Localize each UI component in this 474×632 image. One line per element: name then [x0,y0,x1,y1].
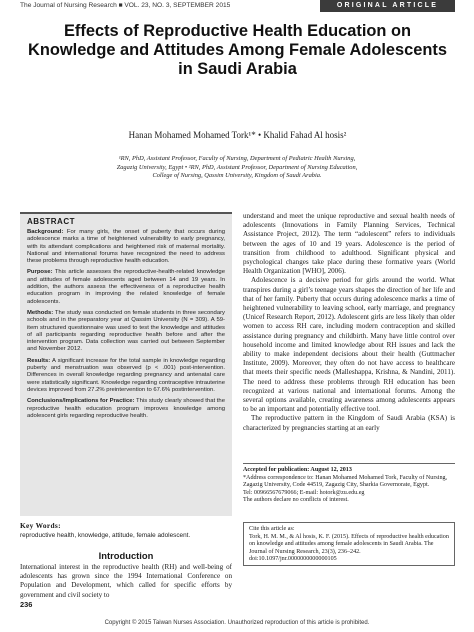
keywords-text: reproductive health, knowledge, attitude, female adolescent. [20,532,191,539]
abstract-results [27,358,225,394]
page-header [20,0,455,14]
citation-box [243,522,455,566]
section-label: Conclusions/Implications for Practice: [27,398,135,405]
abstract-heading: ABSTRACT [27,217,75,226]
article-type-label: ORIGINAL ARTICLE [320,0,455,12]
abstract-methods [27,310,225,354]
citation-text: Tork, H. M. M., & Al hosis, K. F. (2015). Effects of reproductive health education on knowledge and attitudes among female adolescents in Saudi Arabia. The Journal of Nursing Research, 23(3), 236–242. doi:10.1097/jnr.0000000000000105 [249,533,449,563]
accepted-date: Accepted for publication: August 12, 2013 [243,467,352,473]
citation-label: Cite this article as: [249,526,295,532]
section-text: A significant increase for the total sample in knowledge regarding puberty and menstruation was observed (p < .001) post-intervention. Differences in overall knowledge regarding pregnancy and antenatal care were statistically significant. Knowledge regarding contraceptive intrauterine devices improved from 27.2% preintervention to 67.6% postintervention. [27,357,226,393]
affiliation-line: College of Nursing, Qassim University, Kingdom of Saudi Arabia. [152,172,322,180]
journal-info: The Journal of Nursing Research ■ VOL. 23, NO. 3, SEPTEMBER 2015 [20,2,231,9]
page-number: 236 [20,600,33,609]
correspondence-contact: Tel: 00966567679066; E-mail: hotork@zu.edu.eg [243,489,365,496]
abstract-background [27,229,225,265]
body-paragraph: understand and meet the unique reproductive and sexual health needs of adolescents (Innovations in Family Planning Services, Technical Assistance Project, 2012). The term “adolescent” refers to individuals between the ages of 10 and 19 years. Adolescence is the period of transition from childhood to adulthood. Significant physical and psychological changes take place during these formative years (World Health Organization [WHO], 2006). [243,212,455,276]
affiliations [60,155,414,181]
author-list: Hanan Mohamed Mohamed Tork¹* • Khalid Fahad Al hosis² [128,130,347,140]
abstract-conclusions [27,398,225,420]
section-label: Methods: [27,309,54,316]
copyright-footer: Copyright © 2015 Taiwan Nurses Association. Unauthorized reproduction of this article is prohibited. [104,620,370,626]
section-label: Purpose: [27,269,53,276]
section-label: Results: [27,357,51,364]
section-text: For many girls, the onset of puberty that occurs during adolescence marks a time of heightened vulnerability to early pregnancy, with its attendant complications and heightened risk of maternal mortality. National and international forums have recognized the need to address these problems through reproductive health education. [27,229,225,265]
introduction-heading: Introduction [98,550,154,561]
section-label: Background: [27,229,64,235]
section-text: The study was conducted on female students in three secondary schools and in the preparatory year at Qassim University (N = 309). A 59-item structured questionnaire was used to test the knowledge and attitudes of all participants regarding reproductive health before and after the intervention program. Data collection was carried out between September and November 2012. [27,309,226,353]
article-title: Effects of Reproductive Health Education on Knowledge and Attitudes Among Female Adolescents in Saudi Arabia [28,22,447,78]
correspondence-address: *Address correspondence to: Hanan Mohamed Mohamed Tork, Faculty of Nursing, Zagazig University, Code 44519, Zagazig City, Sharkia Governorate, Egypt. [243,474,448,489]
body-paragraph: The reproductive pattern in the Kingdom of Saudi Arabia (KSA) is characterized by pregnancies starting at an early [243,414,455,432]
introduction-text: International interest in the reproductive health (RH) and well-being of adolescents has grown since the 1994 International Conference on Population and Development, which called for specific efforts by government and civil society to [20,563,232,599]
abstract-box [20,212,232,516]
body-paragraph: Adolescence is a decisive period for girls around the world. What transpires during a girl’s teenage years shapes the direction of her life and that of her family. Puberty that occurs during adolescence marks a time of heightened vulnerability to leaving school, early marriage, and pregnancy (Unicef Research Report, 2012). Adolescent girls are less likely than older women to access RH care, including modern contraception and skilled assistance during pregnancy and childbirth. Many have little control over household income and limited knowledge about RH issues and lack the ability to make independent decisions about their health (Guttmacher Institute, 2009). Moreover, they often do not have access to healthcare that meets their specific needs (Malleshappa, Krishna, & Nandini, 2011). The need to address these problems through RH education has been recognized at various national and international forums. Among the several options available, creating awareness among adolescents appears to be an important and potentially effective tool. [243,276,455,414]
affiliation-line: ¹RN, PhD, Assistant Professor, Faculty of Nursing, Department of Pediatric Health Nursing, [118,155,356,162]
keywords-heading: Key Words: [20,521,61,530]
correspondence-block [243,463,455,505]
affiliation-line: Zagazig University, Egypt • ²RN, PhD, Assistant Professor, Department of Nursing Education, [116,163,358,171]
section-text: This article assesses the reproductive-health-related knowledge and attitudes of female adolescents aged between 14 and 19 years. In addition, the authors assess the effectiveness of a reproductive health education program in improving the related knowledge of female adolescents. [27,269,225,305]
abstract-purpose [27,269,225,305]
right-column-body [243,212,455,433]
conflict-statement: The authors declare no conflicts of interest. [243,497,349,504]
section-text: This study clearly showed that the reproductive health education program improves knowledge among adolescent girls regarding reproductive health. [27,398,225,419]
